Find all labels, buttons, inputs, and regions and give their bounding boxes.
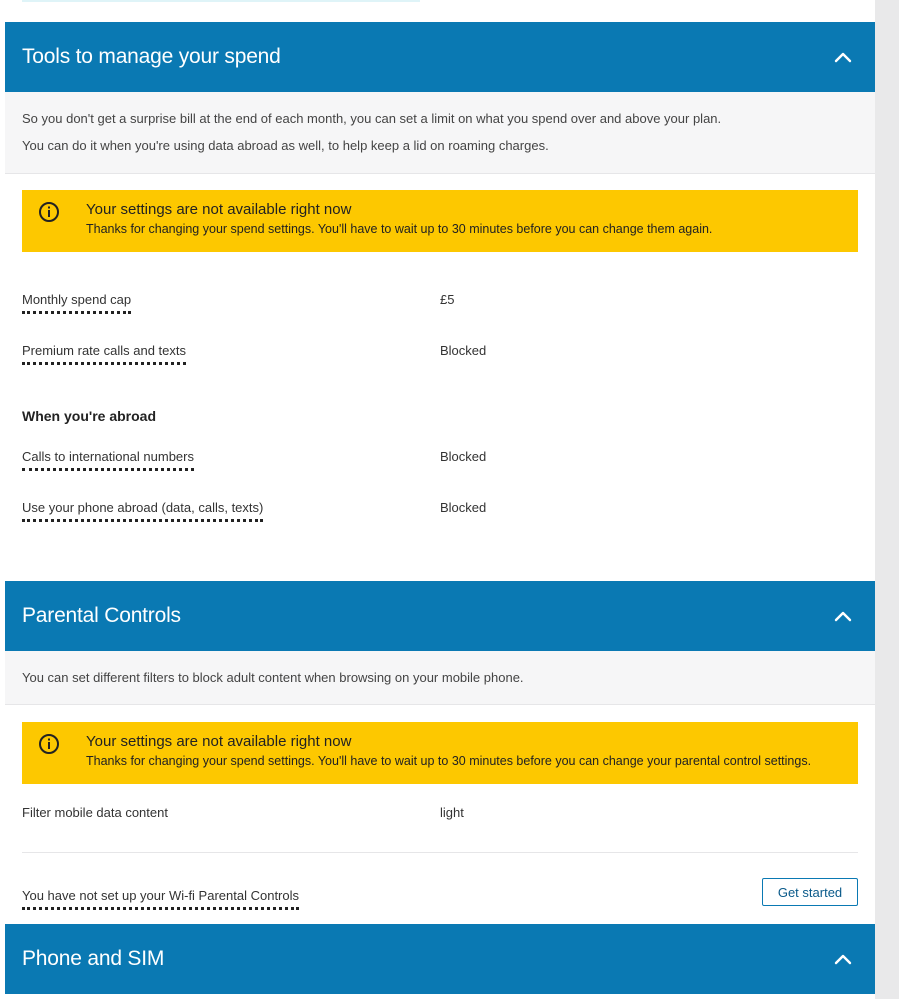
filter-mobile-data-label: Filter mobile data content [22, 805, 168, 820]
phone-abroad-link[interactable]: Use your phone abroad (data, calls, texts) [22, 499, 263, 522]
parental-alert [22, 722, 858, 784]
premium-rate-value: Blocked [440, 343, 487, 358]
spend-alert-title: Your settings are not available right now [86, 201, 352, 218]
spend-alert [22, 190, 858, 252]
chevron-up-icon[interactable] [833, 47, 853, 67]
monthly-spend-cap-value: £5 [440, 292, 455, 307]
monthly-spend-cap-link[interactable]: Monthly spend cap [22, 291, 131, 314]
phone-sim-section-title: Phone and SIM [22, 947, 165, 970]
chevron-up-icon[interactable] [833, 606, 853, 626]
parental-alert-title: Your settings are not available right now [86, 733, 352, 750]
chevron-up-icon[interactable] [833, 949, 853, 969]
spend-section-header[interactable] [5, 22, 875, 92]
spend-intro-line-1: So you don't get a surprise bill at the end of each month, you can set a limit on what you spend over and above your plan. [22, 111, 722, 126]
scrollbar-track[interactable] [875, 0, 899, 999]
premium-rate-link[interactable]: Premium rate calls and texts [22, 342, 186, 365]
spend-alert-body: Thanks for changing your spend settings. You'll have to wait up to 30 minutes before you can change them again. [86, 222, 713, 236]
parental-intro [5, 651, 875, 705]
abroad-heading: When you're abroad [22, 408, 157, 424]
spend-intro [5, 92, 875, 174]
parental-intro-text: You can set different filters to block adult content when browsing on your mobile phone. [22, 670, 524, 685]
wifi-parental-controls-link[interactable]: You have not set up your Wi-fi Parental Controls [22, 887, 299, 910]
international-calls-value: Blocked [440, 449, 487, 464]
spend-section-title: Tools to manage your spend [22, 45, 281, 68]
parental-alert-text [86, 732, 811, 770]
previous-section-edge [22, 0, 420, 2]
spend-alert-text [86, 200, 712, 238]
parental-section-header[interactable] [5, 581, 875, 651]
parental-alert-body: Thanks for changing your spend settings. You'll have to wait up to 30 minutes before you can change your parental control settings. [86, 754, 812, 768]
international-calls-link[interactable]: Calls to international numbers [22, 448, 194, 471]
spend-intro-line-2: You can do it when you're using data abroad as well, to help keep a lid on roaming charges. [22, 138, 549, 153]
info-icon [38, 201, 60, 223]
filter-mobile-data-value: light [440, 805, 464, 820]
phone-abroad-value: Blocked [440, 500, 487, 515]
phone-sim-section-header[interactable] [5, 924, 875, 994]
divider [22, 852, 858, 853]
get-started-button[interactable]: Get started [762, 878, 858, 906]
info-icon [38, 733, 60, 755]
parental-section-title: Parental Controls [22, 604, 181, 627]
